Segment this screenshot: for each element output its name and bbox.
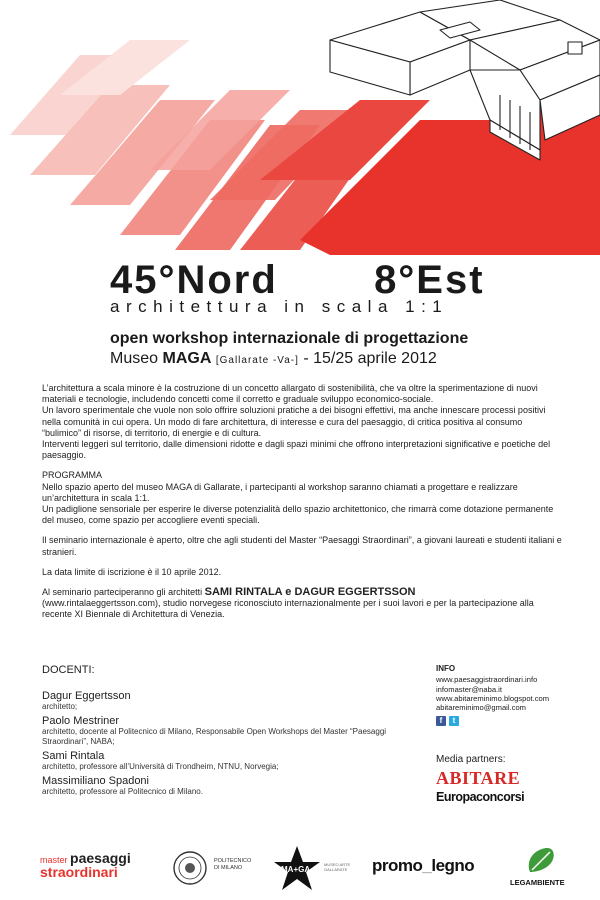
seminar-prefix: Al seminario parteciperanno gli architetti: [42, 587, 203, 598]
seminar-names: SAMI RINTALA e DAGUR EGGERTSSON: [204, 586, 416, 599]
info-email[interactable]: infomaster@naba.it: [436, 684, 502, 694]
seminar-rest: (www.rintalaeggertsson.com), studio norvegese riconosciuto internazionalmente per i suoi lavori e per la partecipazione alla recente XI Biennale di Architettura di Venezia.: [42, 598, 534, 620]
paragraph: Un lavoro sperimentale che vuole non solo offrire soluzioni pratiche a dei bisogni effettivi, ma anche innescare processi positivi nella comunità in cui opera. Un modo di fare architettura, di interesse e cura del paesaggio, di critica positiva al consumo “bulimico” di risorse, di territorio, di energie e di cultura.: [42, 405, 546, 438]
paragraph: Interventi leggeri sul territorio, dalle dimensioni ridotte e dagli spazi minimi che offrono interpretazioni significative e poetiche del paesaggio.: [42, 439, 551, 461]
docente-name: Dagur Eggertsson: [42, 690, 131, 702]
info-link[interactable]: www.paesaggistraordinari.info: [436, 675, 538, 685]
media-label: Media partners:: [436, 754, 506, 765]
info-email[interactable]: abitareminimo@gmail.com: [436, 703, 527, 713]
workshop-heading: open workshop internazionale di progettazione: [110, 330, 469, 347]
docente-role: architetto, professore all’Università di Trondheim, NTNU, Norvegia;: [42, 762, 279, 771]
abitare-logo: ABITARE: [436, 768, 521, 788]
facebook-icon[interactable]: f: [436, 716, 446, 726]
sponsor-logos: [0, 840, 600, 900]
legambiente-leaf-icon: [524, 846, 558, 874]
legambiente-logo: [510, 846, 590, 898]
title-right: 8°Est: [374, 258, 485, 302]
twitter-icon[interactable]: t: [449, 716, 459, 726]
legambiente-text: LEGAMBIENTE: [510, 878, 565, 887]
museo-location: [Gallarate -Va-]: [215, 355, 299, 366]
info-link[interactable]: www.abitareminimo.blogspot.com: [436, 693, 550, 703]
docente-item: [42, 775, 402, 797]
maga-small: MUSEO ARTE GALLARATE: [324, 862, 351, 872]
hero-graphic: [0, 0, 600, 255]
body-text: [42, 383, 562, 621]
polimi-logo: [172, 846, 282, 894]
paragraph: L’architettura a scala minore è la costruzione di un concetto allargato di sostenibilità, che va oltre la sperimentazione di nuovi materiali e tecnologie, includendo concetti come il corretto e graduale sviluppo economico-sociale.: [42, 383, 538, 405]
polimi-line1: POLITECNICO: [214, 858, 252, 864]
docente-role: architetto, docente al Politecnico di Milano, Responsabile Open Workshops del Master “Paesaggi Straordinari”, NABA;: [42, 727, 387, 746]
info-section: [436, 664, 586, 726]
docente-item: [42, 690, 402, 712]
docente-item: [42, 715, 402, 747]
docente-role: architetto;: [42, 702, 78, 711]
museo-dates: - 15/25 aprile 2012: [303, 350, 437, 367]
docente-name: Sami Rintala: [42, 750, 105, 762]
social-links: [436, 716, 586, 726]
polimi-line2: DI MILANO: [214, 865, 243, 871]
media-partners: [436, 754, 596, 804]
maga-logo: [272, 844, 352, 894]
master-line1: paesaggi: [70, 850, 131, 866]
paragraph: [42, 587, 562, 621]
promo-text: promo: [372, 856, 423, 875]
europaconcorsi-logo: Europaconcorsi: [436, 790, 525, 804]
legno-text: legno: [431, 856, 475, 875]
subtitle: architettura in scala 1:1: [110, 297, 449, 316]
master-small: master: [40, 855, 68, 865]
paragraph: La data limite di iscrizione è il 10 aprile 2012.: [42, 566, 222, 577]
museo-name: MAGA: [162, 350, 212, 367]
promo-legno-logo: promo_legno: [372, 856, 475, 875]
paragraph: Un padiglione sensoriale per esperire le diverse potenzialità dello spazio architettonico, che rimarrà come dotazione permanente del museo, come spazio per accogliere eventi speciali.: [42, 504, 554, 526]
docente-name: Massimiliano Spadoni: [42, 775, 149, 787]
programma-label: PROGRAMMA: [42, 470, 103, 481]
museo-line: [110, 350, 437, 368]
paragraph: Il seminario internazionale è aperto, oltre che agli studenti del Master “Paesaggi Straordinari”, a giovani laureati e studenti italiani e stranieri.: [42, 535, 562, 557]
docente-item: [42, 750, 402, 772]
info-title: INFO: [436, 664, 456, 673]
master-line2: straordinari: [40, 864, 118, 880]
docente-name: Paolo Mestriner: [42, 715, 120, 727]
polimi-seal-icon: [172, 848, 208, 888]
museo-prefix: Museo: [110, 350, 159, 367]
docenti-section: [42, 664, 402, 797]
title-left: 45°Nord: [110, 258, 278, 302]
paragraph: Nello spazio aperto del museo MAGA di Gallarate, i partecipanti al workshop saranno chiamati a progettare e realizzare un’architettura in scala 1:1.: [42, 481, 518, 503]
maga-text: MA+GA: [281, 865, 311, 874]
docente-role: architetto, professore al Politecnico di Milano.: [42, 787, 203, 796]
master-paesaggi-logo: [40, 850, 135, 880]
docenti-title: DOCENTI:: [42, 664, 95, 676]
